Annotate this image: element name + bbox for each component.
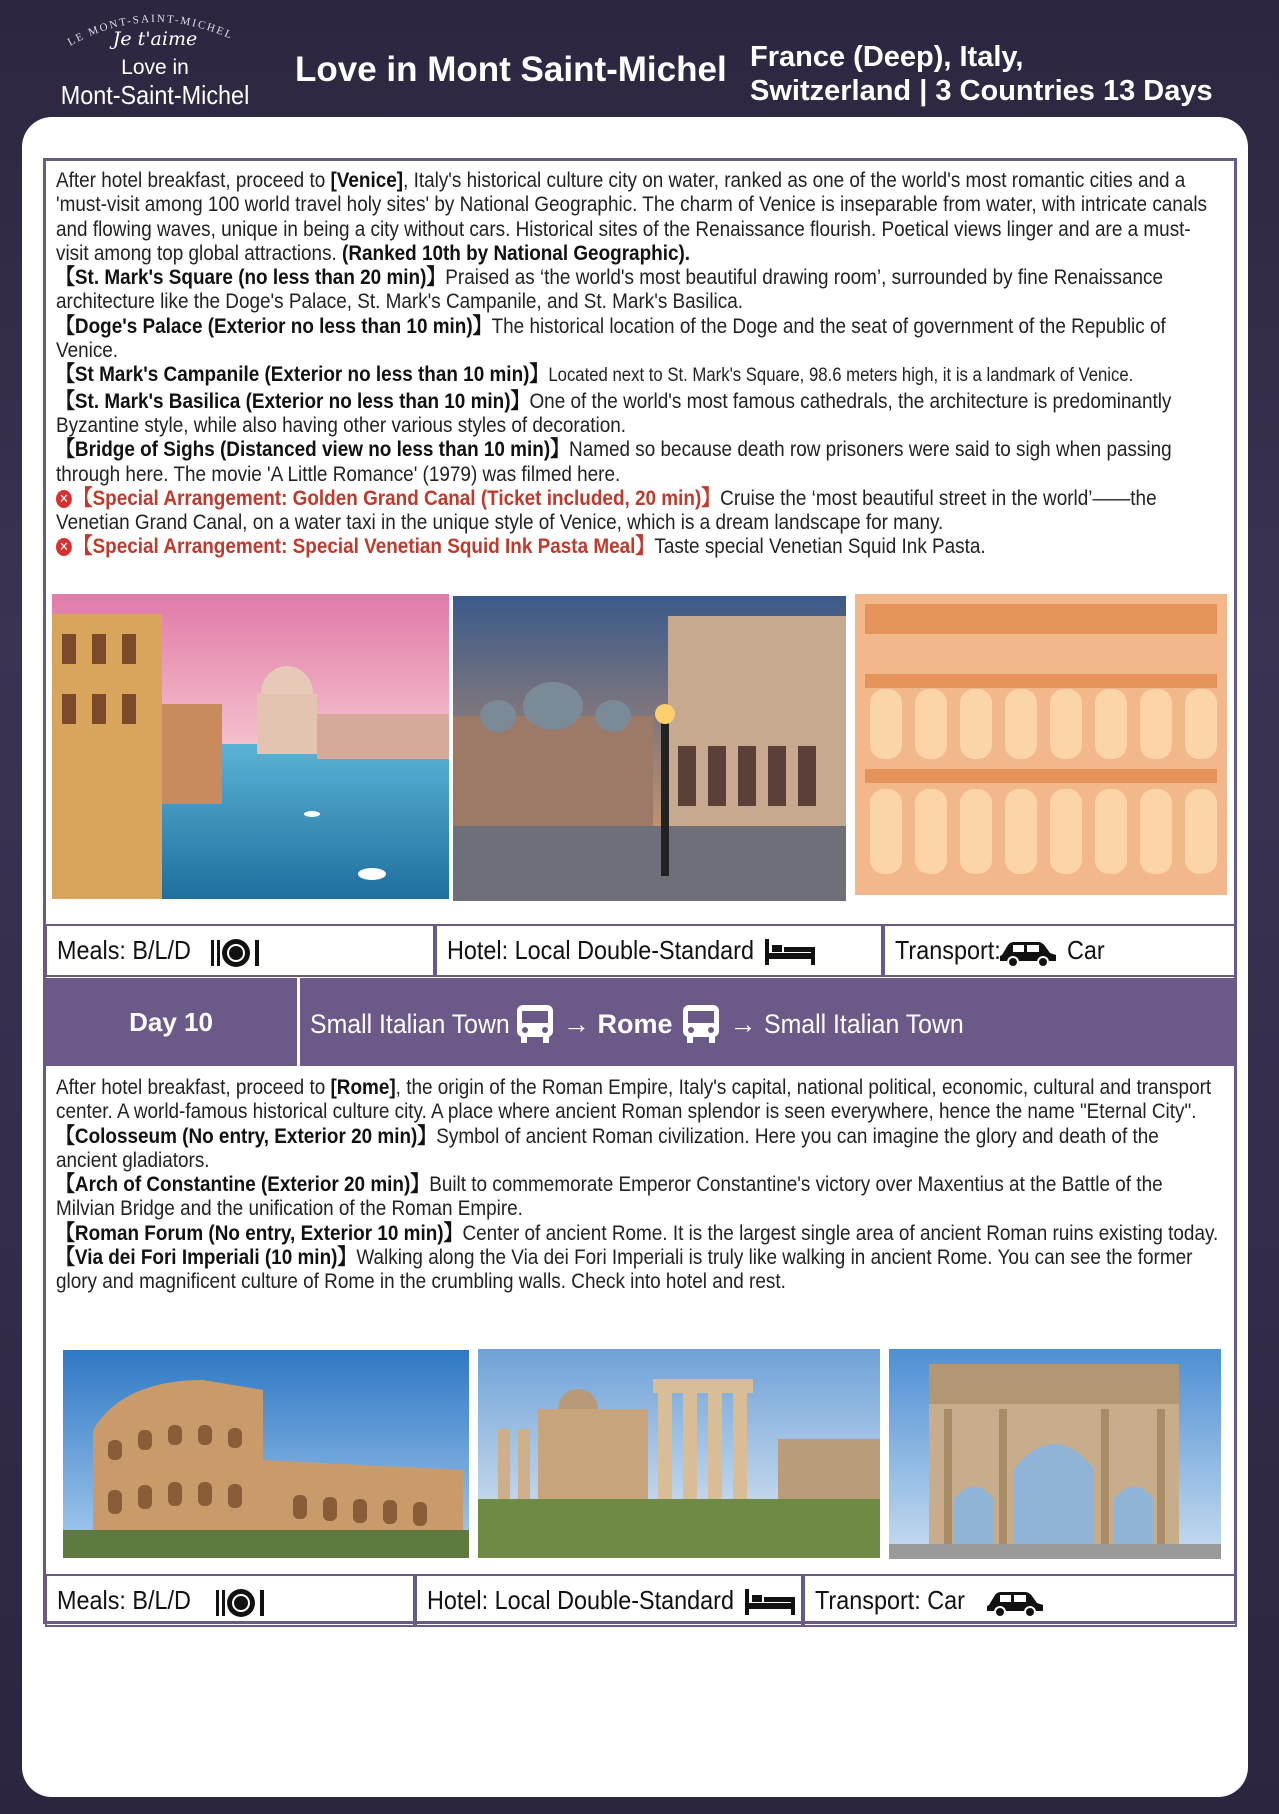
route-arrow: →: [563, 1008, 591, 1039]
transport-cell: [803, 1574, 1237, 1627]
logo-line-3: Mont-Saint-Michel: [60, 80, 250, 110]
car-icon: [998, 937, 1058, 967]
transport-label: Transport:: [895, 935, 1001, 965]
bus-icon: [514, 1003, 556, 1045]
venice-description: [56, 168, 1222, 559]
hotel-label: Hotel: Local Double-Standard: [447, 935, 754, 965]
bus-icon: [680, 1003, 722, 1045]
meals-cell: [45, 924, 435, 977]
transport-label: Transport: Car: [815, 1585, 965, 1615]
logo-script: Je t'aime: [112, 28, 198, 50]
attraction-item: 【Colosseum (No entry, Exterior 20 min)】Symbol of ancient Roman civilization. Here you can imagine the glory and death of the ancient gladiators.: [56, 1123, 1159, 1172]
special-arrangement: ✕ 【Special Arrangement: Special Venetian Squid Ink Pasta Meal】Taste special Venetian Squid Ink Pasta.: [56, 534, 1222, 558]
meals-label: Meals: B/L/D: [57, 1585, 191, 1615]
grand-canal-photo: [52, 594, 449, 899]
attraction-item: 【St Mark's Campanile (Exterior no less than 10 min)】Located next to St. Mark's Square, 98.6 meters high, it is a landmark of Venice.: [56, 362, 1134, 387]
venice-intro: After hotel breakfast, proceed to [Venice], Italy's historical culture city on water, ranked as one of the world's most romantic cities and a 'must-visit among 100 world travel holy sites' by National Geographic. The charm of Venice is inseparable from water, with intricate canals and flowing waves, unique in being a city without cars. Historical sites of the Renaissance flourish. Poetical views linger and are a must-visit among top global attractions. (Ranked 10th by National Geographic).: [56, 168, 1208, 265]
page-header: [0, 0, 1279, 120]
day10-info-row: [43, 1574, 1237, 1627]
transport-cell: [883, 924, 1237, 977]
route-arrow: →: [729, 1008, 757, 1039]
st-marks-square-photo: [453, 596, 846, 901]
attraction-item: 【St. Mark's Square (no less than 20 min)】Praised as ‘the world's most beautiful drawing room’, surrounded by fine Renaissance architecture like the Doge's Palace, St. Mark's Campanile, and St. Mark's Basilica.: [56, 265, 1163, 314]
arch-of-constantine-photo: [889, 1349, 1221, 1559]
hotel-cell: [435, 924, 883, 977]
venetian-building-photo: [855, 594, 1227, 895]
bed-icon: [765, 937, 815, 967]
attraction-item: 【Doge's Palace (Exterior no less than 10 min)】The historical location of the Doge and the seat of government of the Republic of Venice.: [56, 313, 1166, 363]
route: [310, 978, 981, 1066]
roman-forum-photo: [478, 1349, 880, 1558]
attraction-item: 【Bridge of Sighs (Distanced view no less than 10 min)】Named so because death row prisoners were said to sigh when passing through here. The movie 'A Little Romance' (1979) was filmed here.: [56, 437, 1172, 486]
page-title: Love in Mont Saint-Michel: [295, 50, 727, 89]
page-subtitle: [750, 40, 1213, 108]
day-10-header: [45, 978, 1237, 1066]
day-label: Day 10: [45, 978, 300, 1066]
meals-label: Meals: B/L/D: [57, 935, 191, 965]
rome-intro: After hotel breakfast, proceed to [Rome], the origin of the Roman Empire, Italy's capital, national political, economic, cultural and transport center. A world-famous historical culture city. A place where ancient Roman splendor is seen everywhere, hence the name "Eternal City".: [56, 1075, 1212, 1124]
meal-icon: [209, 937, 261, 969]
route-from: Small Italian Town: [310, 1008, 510, 1039]
attraction-item: 【Roman Forum (No entry, Exterior 10 min)】Center of ancient Rome. It is the largest single area of ancient Roman ruins existing today.: [56, 1220, 1219, 1245]
special-mark-icon: ✕: [56, 490, 72, 508]
attraction-item: 【St. Mark's Basilica (Exterior no less than 10 min)】One of the world's most famous cathedrals, the architecture is predominantly Byzantine style, while also having other various styles of decoration.: [56, 388, 1172, 437]
colosseum-photo: [63, 1350, 469, 1558]
hotel-cell: [415, 1574, 803, 1627]
hotel-label: Hotel: Local Double-Standard: [427, 1585, 734, 1615]
route-mid: Rome: [597, 1008, 673, 1039]
special-mark-icon: ✕: [56, 538, 72, 556]
logo-arc-text: LE MONT-SAINT-MICHEL: [65, 12, 236, 48]
logo-line-2: Love in: [121, 56, 189, 79]
bed-icon: [745, 1587, 795, 1617]
attraction-item: 【Via dei Fori Imperiali (10 min)】Walking along the Via dei Fori Imperiali is truly like walking in ancient Rome. You can see the former glory and magnificent culture of Rome in the crumbling walls. Check into hotel and rest.: [56, 1245, 1193, 1294]
special-arrangement: ✕ 【Special Arrangement: Golden Grand Canal (Ticket included, 20 min)】Cruise the ‘most beautiful street in the world’——the Venetian Grand Canal, on a water taxi in the unique style of Venice, which is a dream landscape for many.: [56, 485, 1157, 535]
subtitle-line-1: France (Deep), Italy,: [750, 41, 1024, 73]
subtitle-line-2: Switzerland | 3 Countries 13 Days: [750, 75, 1213, 107]
meal-icon: [214, 1587, 266, 1619]
day9-info-row: [43, 924, 1237, 977]
attraction-item: 【Arch of Constantine (Exterior 20 min)】Built to commemorate Emperor Constantine's victory over Maxentius at the Battle of the Milvian Bridge and the unification of the Roman Empire.: [56, 1172, 1163, 1221]
brand-logo: [50, 8, 260, 108]
car-icon: [985, 1587, 1045, 1617]
route-to: Small Italian Town: [764, 1008, 964, 1039]
rome-description: [56, 1075, 1222, 1294]
meals-cell: [45, 1574, 415, 1627]
transport-value: Car: [1067, 935, 1105, 965]
